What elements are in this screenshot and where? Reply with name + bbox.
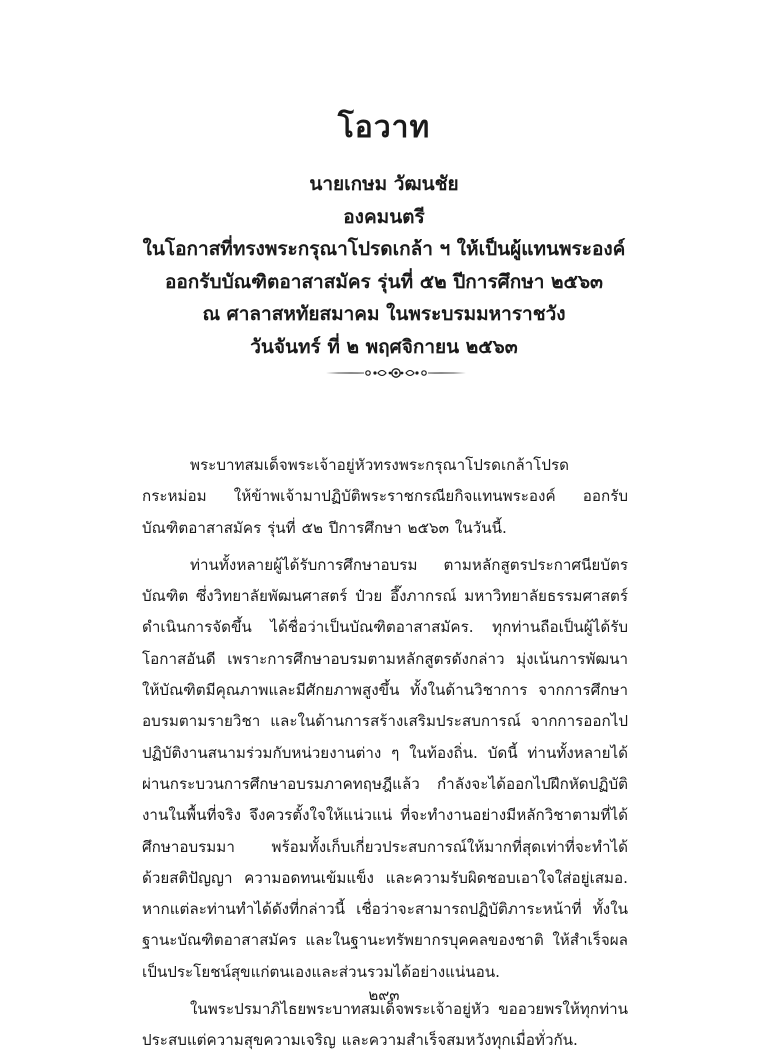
document-title: โอวาท — [337, 110, 431, 145]
speaker-name: นายเกษม วัฒนชัย — [309, 173, 459, 195]
occasion-line: ในโอกาสที่ทรงพระกรุณาโปรดเกล้า ฯ ให้เป็นผู้แทนพระองค์ — [142, 238, 626, 260]
paragraph-main: ท่านทั้งหลายผู้ได้รับการศึกษาอบรม ตามหลักสูตรประกาศนียบัตรบัณฑิต ซึ่งวิทยาลัยพัฒนศาสตร์ ป๋วย อึ๊งภากรณ์ มหาวิทยาลัยธรรมศาสตร์ ดำเนินการจัดขึ้น ได้ชื่อว่าเป็นบัณฑิตอาสาสมัคร. ทุกท่านถือเป็นผู้ได้รับโอกาสอันดี เพราะการศึกษาอบรมตามหลักสูตรดังกล่าว มุ่งเน้นการพัฒนาให้บัณฑิตมีคุณภาพและมีศักยภาพสูงขึ้น ทั้งในด้านวิชาการ จากการศึกษาอบรมตามรายวิชา และในด้านการสร้างเสริมประสบการณ์ จากการออกไปปฏิบัติงานสนามร่วมกับหน่วยงานต่าง ๆ ในท้องถิ่น. บัดนี้ ท่านทั้งหลายได้ผ่านกระบวนการศึกษาอบรมภาคทฤษฎีแล้ว กำลังจะได้ออกไปฝึกหัดปฏิบัติงานในพื้นที่จริง จึงควรตั้งใจให้แน่วแน่ ที่จะทำงานอย่างมีหลักวิชาตามที่ได้ศึกษาอบรมมา พร้อมทั้งเก็บเกี่ยวประสบการณ์ให้มากที่สุดเท่าที่จะทำได้ ด้วยสติปัญญา ความอดทนเข้มแข็ง และความรับผิดชอบเอาใจใส่อยู่เสมอ. หากแต่ละท่านทำได้ดังที่กล่าวนี้ เชื่อว่าจะสามารถปฏิบัติภาระหน้าที่ ทั้งในฐานะบัณฑิตอาสาสมัคร และในฐานะทรัพยากรบุคคลของชาติ ให้สำเร็จผลเป็นประโยชน์สุขแก่ตนเองและส่วนรวมได้อย่างแน่นอน. — [142, 555, 628, 981]
page-number: ๒๙๓ — [368, 986, 400, 1004]
venue-line: ณ ศาลาสหทัยสมาคม ในพระบรมมหาราชวัง — [202, 303, 566, 325]
flourish-divider-icon — [324, 362, 468, 384]
speech-body — [142, 450, 628, 1057]
speech-header — [0, 168, 768, 363]
paragraph-opening: พระบาทสมเด็จพระเจ้าอยู่หัวทรงพระกรุณาโปรดเกล้าโปรดกระหม่อม ให้ข้าพเจ้ามาปฏิบัติพระราชกรณียกิจแทนพระองค์ ออกรับบัณฑิตอาสาสมัคร รุ่นที่ ๕๒ ปีการศึกษา ๒๕๖๓ ในวันนี้. — [142, 456, 628, 537]
paragraph-blessing: ในพระปรมาภิไธยพระบาทสมเด็จพระเจ้าอยู่หัว ขออวยพรให้ทุกท่านประสบแต่ความสุขความเจริญ และความสำเร็จสมหวังทุกเมื่อทั่วกัน. — [142, 1000, 628, 1050]
date-line: วันจันทร์ ที่ ๒ พฤศจิกายน ๒๕๖๓ — [250, 335, 518, 358]
speaker-position: องคมนตรี — [343, 205, 425, 228]
ceremony-line: ออกรับบัณฑิตอาสาสมัคร รุ่นที่ ๕๒ ปีการศึกษา ๒๕๖๓ — [164, 270, 603, 293]
